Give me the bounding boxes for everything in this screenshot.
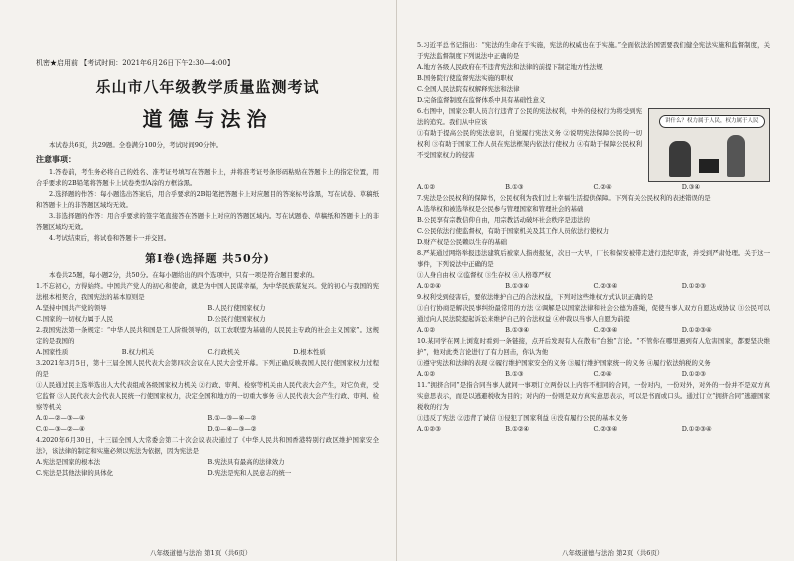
page-footer: 八年级道德与法治 第1页（共6页）: [150, 549, 252, 557]
option-c: C.②③④: [593, 326, 618, 334]
option-d: D.根本性质: [293, 348, 326, 356]
question-8: [417, 248, 770, 292]
question-stem: 11.“拥挤合同”是指合同当事人就同一事项订立两份以上内容不相同的合同，一份对内，一份对外，对外的一份并不是双方真实意思表示，而是以逃避税收为目的；对内的一份则是双方真实意思表示，可以是书面或口头。通过订立“拥挤合同”逃避国家税收的行为: [417, 381, 770, 411]
section-title: 第Ⅰ卷(选择题 共50分): [145, 252, 270, 265]
option-b: B.①②④: [505, 425, 530, 433]
cartoon-illustration: [648, 108, 770, 182]
option-c: C.①—③—②—④: [36, 425, 85, 433]
option-b: B.国务院行使监督宪法实施的职权: [417, 74, 514, 82]
option-a: A.选举权和被选举权是公民参与管理国家和管理社会的基础: [417, 205, 584, 213]
question-11: [417, 380, 770, 435]
question-stem: 1.不忘初心，方得始终。中国共产党人的初心和使命，就是为中国人民谋幸福，为中华民族谋复兴。党的初心与我国的宪法根本相契合，我国宪法的基本原则是: [36, 282, 379, 301]
question-stem: 5.习近平总书记指出：“宪法的生命在于实施，宪法的权威也在于实施。”全面依法治国需要我们健全宪法实施和监督制度，关于宪法监督制度下列说法中正确的是: [417, 41, 770, 60]
option-c: C.宪法是其他法律的具体化: [36, 469, 113, 477]
question-sub: ①人身自由权 ②监督权 ③生存权 ④人格尊严权: [417, 271, 551, 279]
question-stem: 9.权利受到侵害后，要依法维护自己的合法权益，下列对这些维权方式认识正确的是: [417, 293, 654, 301]
question-sub: ①违反了宪法 ②违背了诚信 ③侵犯了国家利益 ④没有履行公民的基本义务: [417, 414, 628, 422]
option-c: C.公民依法行使监督权，有助于国家机关及其工作人员依法行使权力: [417, 227, 610, 235]
option-b: B.人民行使国家权力: [207, 304, 266, 312]
option-a: A.地方各级人民政府在不违背宪法和法律的前提下制定地方性法规: [417, 63, 603, 71]
question-7: [417, 193, 770, 248]
option-b: B.①③④: [505, 282, 530, 290]
question-sub: ①人民通过民主选举选出人大代表组成各级国家权力机关 ②行政、审判、检察等机关由人民代表大会产生，对它负责，受它监督 ③人民代表大会代表人民统一行使国家权力，决定全国和地方的一切重大事务 ④人民代表大会产生行政、审判、检察等机关: [36, 381, 379, 411]
option-d: D.①—④—③—②: [207, 425, 257, 433]
notes-header: 注意事项：: [36, 154, 76, 164]
subject-title: 道德与法治: [142, 107, 273, 131]
option-b: B.①③④: [505, 326, 530, 334]
question-sub: ①有助于提高公民的宪法意识，自觉履行宪法义务 ②说明宪法保障公民的一切权利 ③有助于国家工作人员在宪法框架内依法行使权力 ④有助于保障公民权利不受国家权力的侵害: [417, 129, 642, 159]
question-stem: 4.2020年6月30日，十三届全国人大常委会第二十次会议表决通过了《中华人民共和国香港特别行政区维护国家安全法》，该法律的制定和实施必须以宪法为依据，因为宪法是: [36, 436, 379, 455]
question-stem: 7.宪法是公民权利的保障书，公民权利为我们过上幸福生活提供保障。下列有关公民权利的表述错误的是: [417, 194, 711, 202]
exam-title: 乐山市八年级教学质量监测考试: [95, 78, 320, 96]
question-sub: ①自行协商是解决民事纠纷最常用的方法 ②调解是以国家法律和社会公德为准绳，促使当事人双方自愿达成协议 ③公民可以通过向人民法院提起诉讼来维护自己的合法权益 ④仲裁以当事人自愿为前提: [417, 304, 770, 323]
option-c: C.②③④: [593, 282, 618, 290]
option-c: C.行政机关: [207, 348, 240, 356]
option-a: A.宪法是国家的根本法: [36, 458, 101, 466]
cartoon-figure-icon: [669, 141, 691, 177]
option-d: D.①②③: [681, 370, 706, 378]
option-b: B.①③: [505, 370, 524, 378]
option-b: B.①③: [505, 183, 524, 191]
option-d: D.①②③④: [681, 425, 712, 433]
cartoon-figure-icon: [727, 135, 745, 177]
option-d: D.①②③: [681, 282, 706, 290]
option-a: A.①—②—③—④: [36, 414, 85, 422]
option-c: C.②③④: [593, 425, 618, 433]
exam-intro: 本试卷共6页，共29题。全卷满分100分，考试时间90分钟。: [49, 141, 223, 149]
option-b: B.宪法具有最高的法律效力: [207, 458, 285, 466]
option-b: B.权力机关: [121, 348, 155, 356]
option-c: C.国家的一切权力属于人民: [36, 315, 113, 323]
note-1: 1.答卷前，考生务必将自己的姓名、准考证号填写在答题卡上，并将准考证号条形码粘贴在答题卡上的指定位置，用合乎要求的2B铅笔将答题卡上试卷类型A涂的方框涂黑。: [36, 168, 379, 187]
speech-bubble: 讲什么？权力属于人民，权力属于人民: [659, 115, 765, 128]
option-c: C.全国人民法院有权解释宪法和法律: [417, 85, 520, 93]
note-2: 2.选择题的作答：每小题选出答案后，用合乎要求的2B铅笔把答题卡上对应题目的答案标号涂黑，写在试卷、草稿纸和答题卡上的非答题区域均无效。: [36, 190, 379, 209]
option-d: D.财产权是公民赖以生存的基础: [417, 238, 508, 246]
option-d: D.①②③④: [681, 326, 712, 334]
option-d: D.宪法是宪和人民意志的统一: [207, 469, 292, 477]
question-stem: 2.我国宪法第一条规定：“中华人民共和国是工人阶级领导的，以工农联盟为基础的人民民主专政的社会主义国家”。这规定的是我国的: [36, 326, 379, 345]
option-d: D.完备监督制度在监督体系中具有基础性意义: [417, 96, 546, 104]
question-4: [36, 435, 379, 479]
question-6: [417, 106, 770, 193]
question-stem: 3.2021年3月5日，第十三届全国人民代表大会第四次会议在人民大会堂开幕。下列正确反映我国人民行使国家权力过程的是: [36, 359, 379, 378]
option-d: D.公民行使国家权力: [207, 315, 266, 323]
option-a: A.国家性质: [36, 348, 69, 356]
question-stem: 8.严某通过网络举报违法建筑后被家人指责报复，次日一大早，厂长和保安被带走进行违纪审查，并受到严肃处理。关于这一事件，下列说法中正确的是: [417, 249, 770, 268]
option-c: C.②④: [593, 370, 612, 378]
question-3: [36, 358, 379, 435]
secret-line: 机密★启用前 【考试时间：2021年6月26日下午2:30—4:00】: [36, 59, 234, 67]
question-1: [36, 281, 379, 325]
note-3: 3.非选择题的作答：用合乎要求的签字笔直接答在答题卡上对应的答题区域内。写在试题卷、草稿纸和答题卡上的非答题区域均无效。: [36, 212, 379, 231]
option-a: A.①②③: [417, 425, 441, 433]
option-b: B.公民享有宗教信仰自由，用宗教活动破坏社会秩序是违法的: [417, 216, 590, 224]
section-intro: 本卷共25题，每小题2分，共50分。在每小题给出的四个选项中，只有一项是符合题目要求的。: [49, 271, 319, 279]
question-9: [417, 292, 770, 336]
question-stem: 10.某同学在网上浏览时看到一条链接，点开后发现有人在散布“台独”言论。“不管你在哪里遇到有人危害国家，都要坚决维护”，他对此类言论进行了有力回击，你认为他: [417, 337, 770, 356]
option-a: A.①②: [417, 370, 436, 378]
option-a: A.①②: [417, 183, 436, 191]
option-a: A.①②: [417, 326, 436, 334]
option-b: B.①—③—④—②: [207, 414, 257, 422]
option-d: D.③④: [681, 183, 701, 191]
page-footer: 八年级道德与法治 第2页（共6页）: [562, 549, 664, 557]
note-4: 4.考试结束后，将试卷和答题卡一并交回。: [49, 234, 171, 242]
cartoon-desk-icon: [699, 159, 719, 173]
option-a: A.①②④: [417, 282, 441, 290]
question-2: [36, 325, 379, 358]
question-sub: ①遵守宪法和法律的表现 ②履行维护国家安全的义务 ③履行维护国家统一的义务 ④履行依法纳税的义务: [417, 359, 711, 367]
question-10: [417, 336, 770, 380]
option-a: A.坚持中国共产党的领导: [36, 304, 107, 312]
question-stem: 6.右图中，国家公职人员言行违背了公民的宪法权利，中外的侵权行为将受到宪法的追究。我们从中应该: [417, 107, 642, 126]
exam-page-2: [397, 0, 794, 561]
question-5: [417, 40, 770, 106]
option-c: C.②④: [593, 183, 612, 191]
